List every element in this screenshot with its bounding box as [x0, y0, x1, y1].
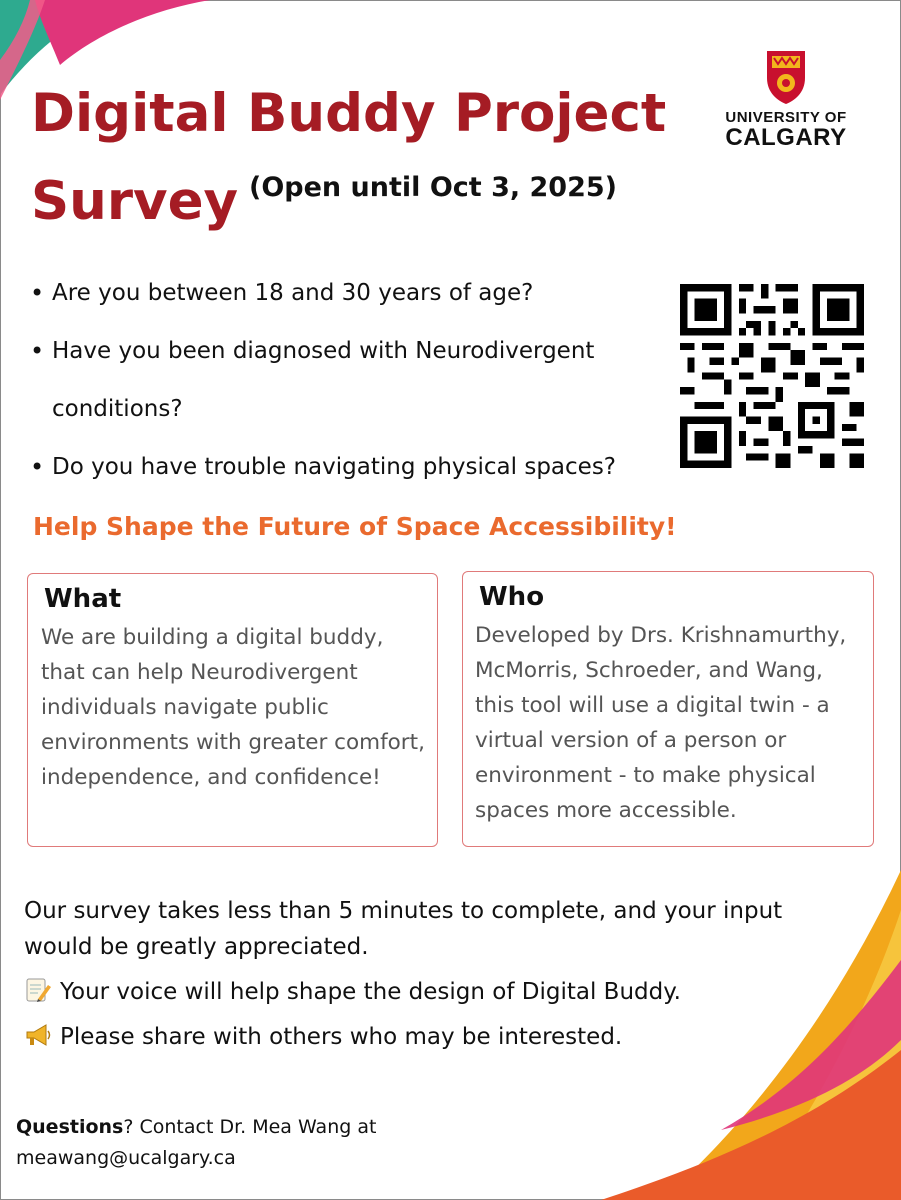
tagline: Help Shape the Future of Space Accessibility! — [33, 512, 677, 541]
eligibility-question: • Have you been diagnosed with Neurodivergent conditions? — [30, 322, 660, 438]
contact-text: ? Contact Dr. Mea Wang at — [123, 1116, 377, 1138]
university-logo — [722, 48, 850, 150]
survey-intro: Our survey takes less than 5 minutes to complete, and your input would be greatly appreciated. — [24, 898, 783, 960]
contact-label: Questions — [16, 1116, 124, 1138]
closing-section — [24, 893, 844, 1055]
who-card — [462, 571, 874, 847]
what-card-body: We are building a digital buddy, that can help Neurodivergent individuals navigate public environments with greater comfort, independence, and confidence! — [41, 625, 425, 790]
university-crest-icon — [764, 48, 808, 106]
voice-text: Your voice will help shape the design of Digital Buddy. — [60, 979, 681, 1005]
logo-text-line1: UNIVERSITY OF — [725, 109, 847, 126]
logo-text-line2: CALGARY — [725, 124, 847, 151]
voice-line — [24, 974, 844, 1010]
page-title: Digital Buddy Project Survey — [31, 83, 667, 232]
eligibility-question: • Are you between 18 and 30 years of age? — [30, 264, 660, 322]
share-line — [24, 1019, 844, 1055]
contact-email[interactable]: meawang@ucalgary.ca — [16, 1147, 236, 1169]
what-card — [27, 573, 438, 847]
eligibility-list — [30, 264, 660, 496]
what-card-title: What — [44, 584, 122, 614]
qr-code-icon[interactable] — [680, 284, 864, 468]
who-card-title: Who — [479, 582, 545, 612]
memo-icon — [24, 977, 52, 1003]
share-text: Please share with others who may be interested. — [60, 1024, 623, 1050]
who-card-body: Developed by Drs. Krishnamurthy, McMorris, Schroeder, and Wang, this tool will use a digital twin - a virtual version of a person or environment - to make physical spaces more accessible. — [475, 623, 847, 823]
eligibility-question: • Do you have trouble navigating physical spaces? — [30, 438, 660, 496]
open-until-note: (Open until Oct 3, 2025) — [249, 172, 618, 203]
contact-info — [16, 1112, 476, 1174]
megaphone-icon — [24, 1022, 52, 1048]
